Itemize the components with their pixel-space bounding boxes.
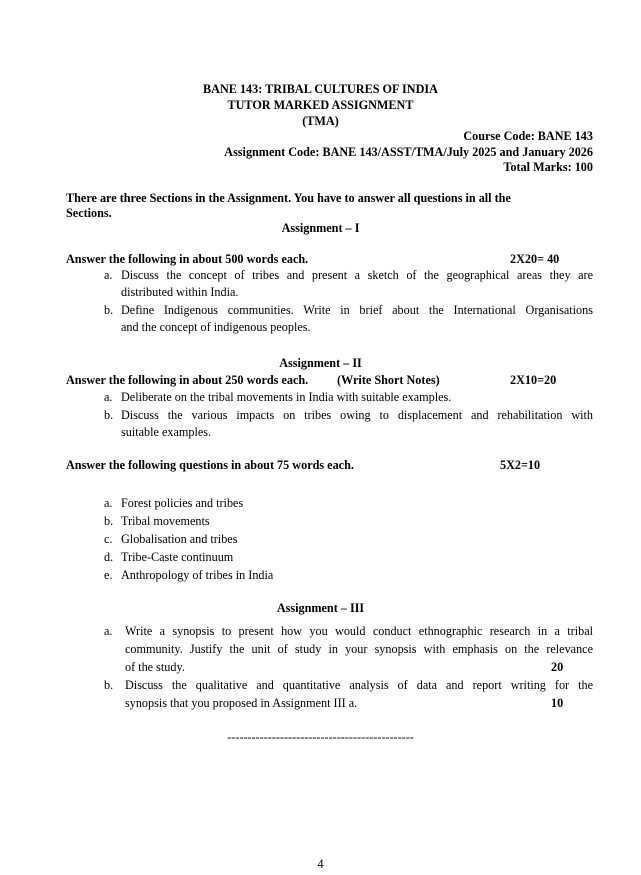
question-label: b.	[104, 303, 114, 317]
question-text-line: community. Justify the unit of study in your synopsis with emphasis on the relevance	[125, 642, 593, 656]
question-marks: 20	[551, 660, 564, 674]
list-item: Anthropology of tribes in India	[121, 568, 274, 582]
course-code: Course Code: BANE 143	[463, 129, 593, 143]
question-text-line: suitable examples.	[121, 425, 212, 439]
question-label: b.	[104, 678, 114, 692]
list-item-label: a.	[104, 496, 113, 510]
list-item-label: b.	[104, 514, 114, 528]
total-marks: Total Marks: 100	[503, 160, 593, 174]
list-item: Tribe-Caste continuum	[121, 550, 234, 564]
list-item-label: e.	[104, 568, 113, 582]
course-title: BANE 143: TRIBAL CULTURES OF INDIA	[203, 82, 438, 96]
question-label: a.	[104, 624, 113, 638]
instructions-line-1: There are three Sections in the Assignment. You have to answer all questions in all the	[66, 191, 511, 205]
assignment-1-instruction: Answer the following in about 500 words each.	[66, 252, 309, 266]
question-label: a.	[104, 268, 113, 282]
question-label: a.	[104, 390, 113, 404]
assignment-type: TUTOR MARKED ASSIGNMENT	[227, 98, 414, 112]
assignment-2-heading: Assignment – II	[279, 356, 362, 370]
short-notes-instruction: Answer the following questions in about 75 words each.	[66, 458, 354, 472]
question-text-line: Write a synopsis to present how you would conduct ethnographic research in a tribal	[125, 624, 593, 638]
question-text-line: distributed within India.	[121, 285, 239, 299]
question-text-line: Discuss the qualitative and quantitative analysis of data and report writing for the	[125, 678, 593, 692]
assignment-2-marks: 2X10=20	[510, 373, 557, 387]
question-text-line: Discuss the various impacts on tribes owing to displacement and rehabilitation with	[121, 408, 593, 422]
question-label: b.	[104, 408, 114, 422]
assignment-2-instruction: Answer the following in about 250 words each.	[66, 373, 309, 387]
short-notes-marks: 5X2=10	[500, 458, 541, 472]
question-text-line: Discuss the concept of tribes and present a sketch of the geographical areas they are	[121, 268, 593, 282]
list-item-label: d.	[104, 550, 114, 564]
question-marks: 10	[551, 696, 564, 710]
question-text-line: Define Indigenous communities. Write in brief about the International Organisations	[121, 303, 593, 317]
list-item: Tribal movements	[121, 514, 210, 528]
question-text-line: and the concept of indigenous peoples.	[121, 320, 311, 334]
assignment-2-note: (Write Short Notes)	[337, 373, 440, 387]
assignment-1-heading: Assignment – I	[281, 221, 360, 235]
assignment-abbrev: (TMA)	[302, 114, 339, 128]
page-number: 4	[317, 857, 324, 871]
list-item-label: c.	[104, 532, 113, 546]
instructions-line-2: Sections.	[66, 206, 112, 220]
question-text-line: synopsis that you proposed in Assignment III a.	[125, 696, 358, 710]
list-item: Forest policies and tribes	[121, 496, 244, 510]
question-text-line: Deliberate on the tribal movements in India with suitable examples.	[121, 390, 452, 404]
section-divider: ----------------------------------------------	[227, 730, 414, 744]
assignment-3-heading: Assignment – III	[276, 601, 365, 615]
assignment-code: Assignment Code: BANE 143/ASST/TMA/July 2025 and January 2026	[224, 145, 593, 159]
assignment-1-marks: 2X20= 40	[510, 252, 560, 266]
question-text-line: of the study.	[125, 660, 185, 674]
document-header	[0, 82, 641, 130]
list-item: Globalisation and tribes	[121, 532, 238, 546]
